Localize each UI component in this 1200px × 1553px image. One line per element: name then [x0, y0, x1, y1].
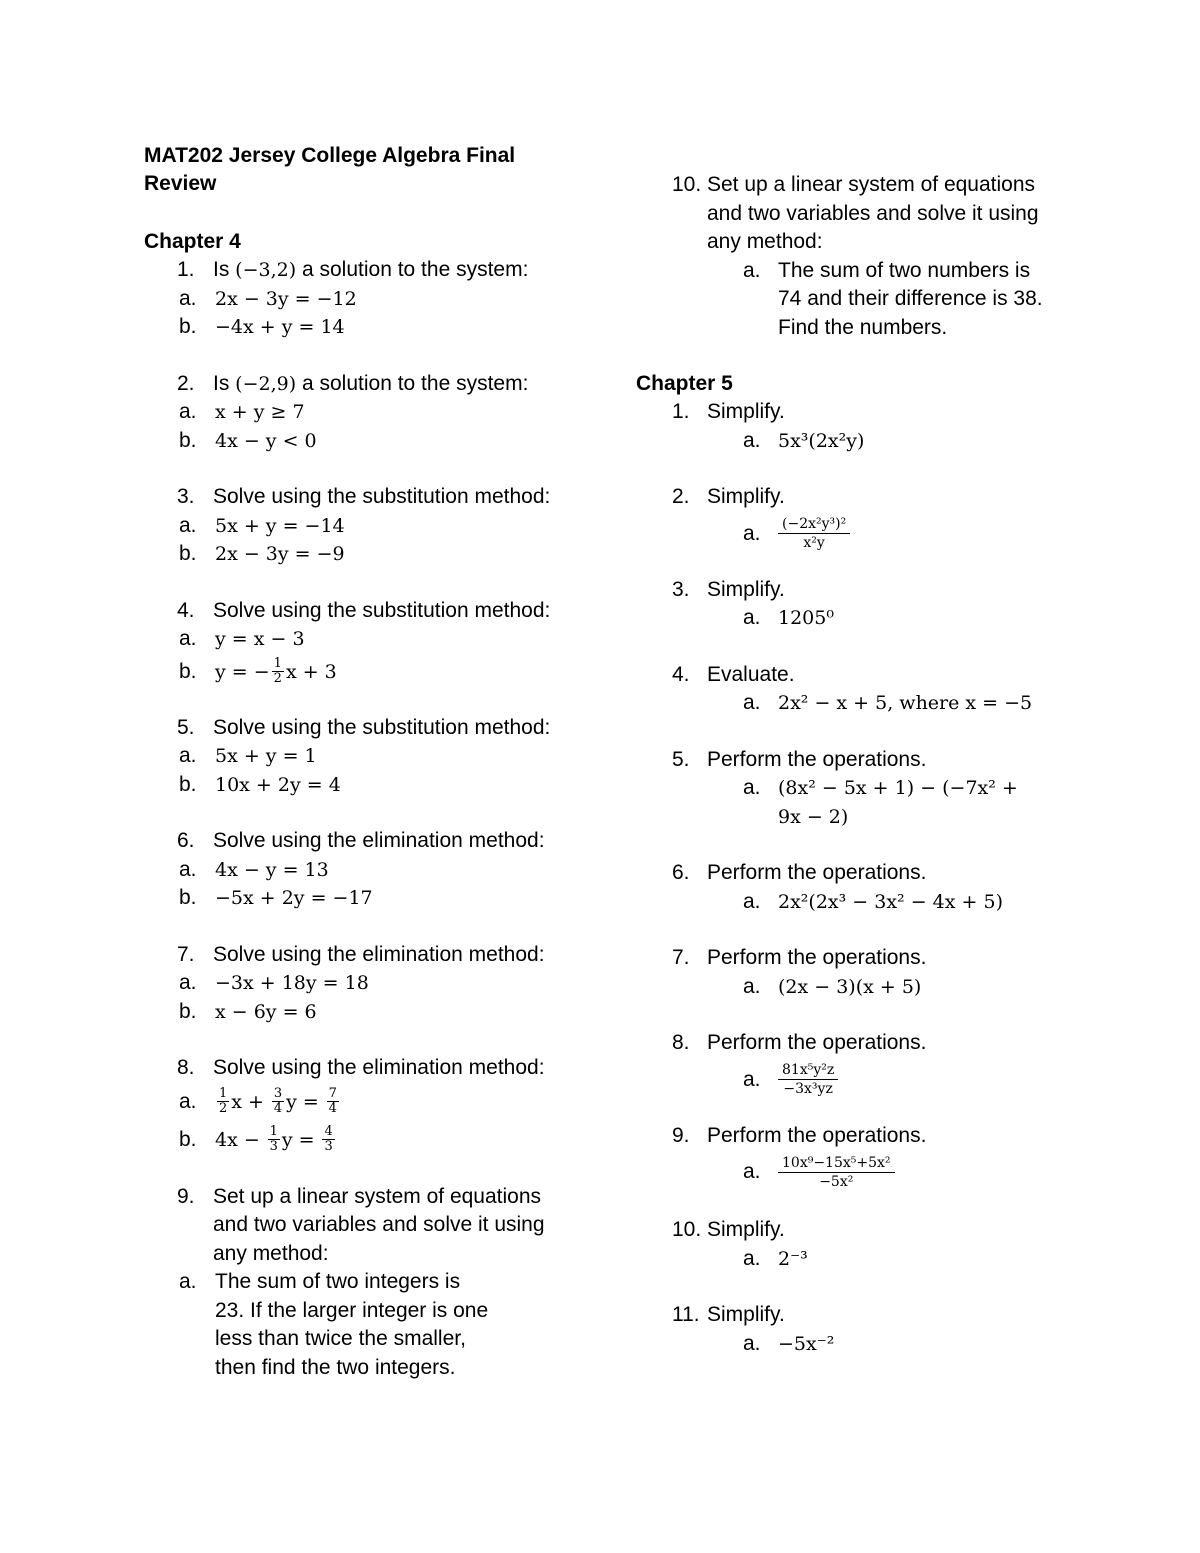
question-text: any method: [213, 1241, 329, 1265]
expression: 2x²(2x³ − 3x² − 4x + 5) [778, 890, 1003, 913]
denominator: x²y [803, 535, 825, 552]
question-text: Perform the operations. [707, 1031, 927, 1054]
part-label: b. [179, 315, 197, 338]
question-number: 5. [177, 715, 195, 739]
ch5-question-4 [636, 661, 1076, 690]
question-text: Perform the operations. [707, 946, 927, 969]
equation: y = [286, 1090, 319, 1113]
question-number: 8. [672, 1031, 690, 1054]
ch5-question-1 [636, 398, 1076, 427]
ch4-q1-part-b [144, 313, 584, 342]
word-problem-text: The sum of two numbers is [778, 258, 1031, 282]
ch4-q2-part-b [144, 427, 584, 456]
ch4-q9-part-a [144, 1268, 584, 1382]
ch4-q7-part-b [144, 998, 584, 1027]
ch5-q6-part-a [636, 888, 1076, 917]
question-math: (−2,9) [235, 372, 297, 395]
numerator: 1 [269, 1124, 278, 1140]
ch5-q2-part-a [636, 512, 1076, 556]
question-text: Perform the operations. [707, 747, 927, 771]
expression: 9x − 2) [778, 805, 849, 828]
equation: y = x − 3 [215, 628, 305, 650]
ch5-q11-part-a [636, 1330, 1076, 1359]
part-label: b. [179, 772, 197, 796]
question-text: Is [213, 258, 236, 281]
question-text: Simplify. [707, 1303, 785, 1326]
numerator: (−2x²y³)² [778, 515, 850, 534]
part-label: a. [743, 889, 761, 913]
part-label: a. [743, 606, 761, 629]
ch4-q8-part-b [144, 1121, 584, 1159]
title-line-2: Review [144, 172, 217, 195]
question-math: (−3,2) [235, 259, 297, 281]
question-number: 9. [177, 1184, 195, 1208]
part-label: a. [743, 428, 761, 452]
part-label: a. [743, 1246, 761, 1270]
expression: (2x − 3)(x + 5) [778, 975, 922, 998]
part-label: a. [743, 691, 761, 714]
ch5-question-8 [636, 1029, 1076, 1058]
ch5-q10-part-a [636, 1245, 1076, 1274]
ch5-q8-part-a [636, 1058, 1076, 1102]
ch4-question-7 [144, 941, 584, 970]
question-number: 8. [177, 1056, 195, 1079]
part-label: b. [179, 659, 197, 683]
expression: 2x² − x + 5, where x = −5 [778, 692, 1033, 714]
title-line-1: MAT202 Jersey College Algebra Final [144, 144, 516, 167]
question-text: Set up a linear system of equations [213, 1184, 542, 1208]
question-text: Simplify. [707, 1218, 785, 1241]
ch5-question-11 [636, 1301, 1076, 1330]
question-text: Simplify. [707, 577, 785, 601]
word-problem-text: then find the two integers. [215, 1355, 456, 1379]
ch5-q4-part-a [636, 689, 1076, 718]
ch4-question-3 [144, 483, 584, 512]
numerator: 4 [324, 1124, 333, 1140]
question-text: any method: [707, 230, 823, 253]
equation: x + [231, 1090, 264, 1113]
question-text: Set up a linear system of equations [707, 173, 1036, 196]
question-number: 6. [672, 861, 690, 884]
equation: x + 3 [285, 660, 337, 683]
question-number: 2. [672, 485, 690, 508]
question-number: 10. [672, 173, 702, 196]
question-text: Perform the operations. [707, 861, 927, 884]
question-number: 10. [672, 1218, 702, 1241]
equation: 4x − y = 13 [215, 858, 329, 881]
equation: 2x − 3y = −12 [215, 287, 357, 310]
word-problem-text: 23. If the larger integer is one [215, 1298, 489, 1322]
ch4-q10-part-a [636, 257, 1076, 343]
question-text: Is [213, 371, 236, 395]
equation: x + y ≥ 7 [215, 401, 305, 423]
ch5-q3-part-a [636, 604, 1076, 633]
ch5-q7-part-a [636, 973, 1076, 1002]
part-label: a. [743, 776, 761, 799]
question-text: Solve using the substitution method: [213, 485, 551, 508]
ch4-q6-part-b [144, 884, 584, 913]
denominator: 4 [273, 1101, 283, 1117]
ch4-question-4 [144, 597, 584, 626]
expression: 1205⁰ [778, 607, 834, 629]
numerator: 3 [273, 1086, 283, 1102]
fraction [272, 657, 284, 686]
ch4-question-1 [144, 256, 584, 285]
part-label: a. [743, 1331, 761, 1355]
part-label: a. [743, 521, 761, 545]
numerator: 81x⁵y²z [778, 1061, 838, 1080]
chapter-5-heading: Chapter 5 [636, 372, 733, 395]
ch5-question-10 [636, 1216, 1076, 1245]
denominator: 4 [328, 1101, 337, 1117]
equation: y = − [215, 660, 270, 683]
ch4-q5-part-b [144, 771, 584, 800]
fraction [778, 515, 850, 552]
ch4-q3-part-b [144, 540, 584, 569]
part-label: a. [179, 857, 197, 881]
part-label: a. [743, 1160, 761, 1183]
word-problem-text: 74 and their difference is 38. [778, 287, 1043, 310]
ch4-q7-part-a [144, 969, 584, 998]
question-number: 9. [672, 1123, 690, 1147]
part-label: b. [179, 999, 197, 1023]
chapter-4-heading: Chapter 4 [144, 230, 241, 253]
part-label: a. [179, 1270, 197, 1293]
equation: 4x − y < 0 [215, 429, 317, 452]
part-label: b. [179, 428, 197, 452]
question-number: 2. [177, 371, 195, 395]
part-label: a. [743, 258, 761, 282]
denominator: 2 [219, 1101, 228, 1117]
denominator: 3 [324, 1139, 333, 1155]
fraction [268, 1125, 280, 1154]
expression: (8x² − 5x + 1) − (−7x² + [778, 777, 1018, 799]
ch4-q3-part-a [144, 512, 584, 541]
denominator: 3 [269, 1139, 278, 1155]
equation: −3x + 18y = 18 [215, 972, 369, 994]
part-label: a. [743, 974, 761, 998]
question-number: 3. [177, 485, 195, 508]
ch5-question-2 [636, 483, 1076, 512]
ch4-q8-part-a [144, 1083, 584, 1121]
ch4-question-2 [144, 370, 584, 399]
equation: 2x − 3y = −9 [215, 543, 345, 565]
question-number: 4. [177, 598, 195, 622]
numerator: 1 [219, 1086, 228, 1102]
part-label: a. [179, 1089, 197, 1113]
expression: 5x³(2x²y) [778, 429, 865, 452]
part-label: a. [179, 286, 197, 310]
question-number: 6. [177, 829, 195, 852]
question-text: Solve using the substitution method: [213, 715, 551, 739]
question-text: and two variables and solve it using [707, 201, 1039, 225]
equation: 5x + y = −14 [215, 514, 345, 537]
equation: −4x + y = 14 [215, 316, 345, 338]
ch5-q9-part-a [636, 1150, 1076, 1194]
fraction [272, 1087, 284, 1116]
ch4-q5-part-a [144, 742, 584, 771]
expression: −5x⁻² [778, 1332, 835, 1355]
question-number: 3. [672, 577, 690, 601]
ch5-question-6 [636, 859, 1076, 888]
part-label: a. [179, 744, 197, 767]
ch5-question-5 [636, 746, 1076, 775]
ch4-q4-part-b [144, 654, 584, 690]
ch4-question-8 [144, 1054, 584, 1083]
fraction [322, 1125, 334, 1154]
denominator: −5x² [819, 1173, 854, 1190]
ch5-question-7 [636, 944, 1076, 973]
question-text: a solution to the system: [296, 258, 529, 281]
question-text: Solve using the elimination method: [213, 942, 545, 966]
denominator: −3x³yz [783, 1081, 833, 1098]
question-number: 7. [177, 942, 195, 966]
question-number: 11. [672, 1303, 700, 1326]
fraction [778, 1154, 895, 1191]
part-label: a. [179, 627, 197, 650]
word-problem-text: Find the numbers. [778, 315, 948, 339]
equation: 5x + y = 1 [215, 745, 317, 767]
fraction [327, 1087, 339, 1116]
question-text: Perform the operations. [707, 1123, 927, 1147]
page-title [144, 142, 584, 198]
question-text: Solve using the substitution method: [213, 598, 551, 622]
question-number: 5. [672, 747, 690, 771]
right-column [636, 171, 1076, 1358]
equation: 4x − [215, 1128, 260, 1151]
ch4-q2-part-a [144, 398, 584, 427]
ch4-q1-part-a [144, 285, 584, 314]
ch4-question-5 [144, 714, 584, 743]
ch5-question-3 [636, 576, 1076, 605]
ch4-question-6 [144, 827, 584, 856]
part-label: b. [179, 1127, 197, 1151]
equation: −5x + 2y = −17 [215, 887, 373, 909]
ch4-question-9 [144, 1183, 584, 1269]
ch4-q4-part-a [144, 625, 584, 654]
question-number: 7. [672, 946, 690, 969]
part-label: a. [179, 513, 197, 537]
ch4-question-10 [636, 171, 1076, 257]
ch4-q6-part-a [144, 856, 584, 885]
ch5-q1-part-a [636, 427, 1076, 456]
fraction [217, 1087, 229, 1116]
question-text: Solve using the elimination method: [213, 829, 545, 852]
denominator: 2 [273, 671, 282, 687]
part-label: b. [179, 542, 197, 565]
question-number: 1. [672, 400, 690, 423]
fraction [778, 1061, 838, 1098]
part-label: a. [179, 971, 197, 994]
question-number: 4. [672, 662, 690, 686]
word-problem-text: The sum of two integers is [215, 1270, 461, 1293]
part-label: a. [743, 1067, 761, 1091]
question-text: Solve using the elimination method: [213, 1056, 545, 1079]
equation: y = [281, 1128, 315, 1151]
question-text: Simplify. [707, 400, 785, 423]
expression: 2⁻³ [778, 1247, 808, 1270]
numerator: 10x⁹−15x⁵+5x² [778, 1154, 895, 1173]
question-text: Simplify. [707, 485, 785, 508]
ch5-q5-part-a [636, 774, 1076, 831]
equation: x − 6y = 6 [215, 1000, 317, 1023]
question-number: 1. [177, 258, 195, 281]
question-text: a solution to the system: [296, 371, 529, 395]
question-text: and two variables and solve it using [213, 1213, 545, 1236]
question-text: Evaluate. [707, 662, 795, 686]
numerator: 1 [273, 656, 282, 672]
ch5-question-9 [636, 1122, 1076, 1151]
numerator: 7 [328, 1086, 337, 1102]
equation: 10x + 2y = 4 [215, 773, 341, 796]
part-label: b. [179, 886, 197, 909]
word-problem-text: less than twice the smaller, [215, 1327, 466, 1350]
left-column [144, 142, 584, 1382]
part-label: a. [179, 400, 197, 423]
